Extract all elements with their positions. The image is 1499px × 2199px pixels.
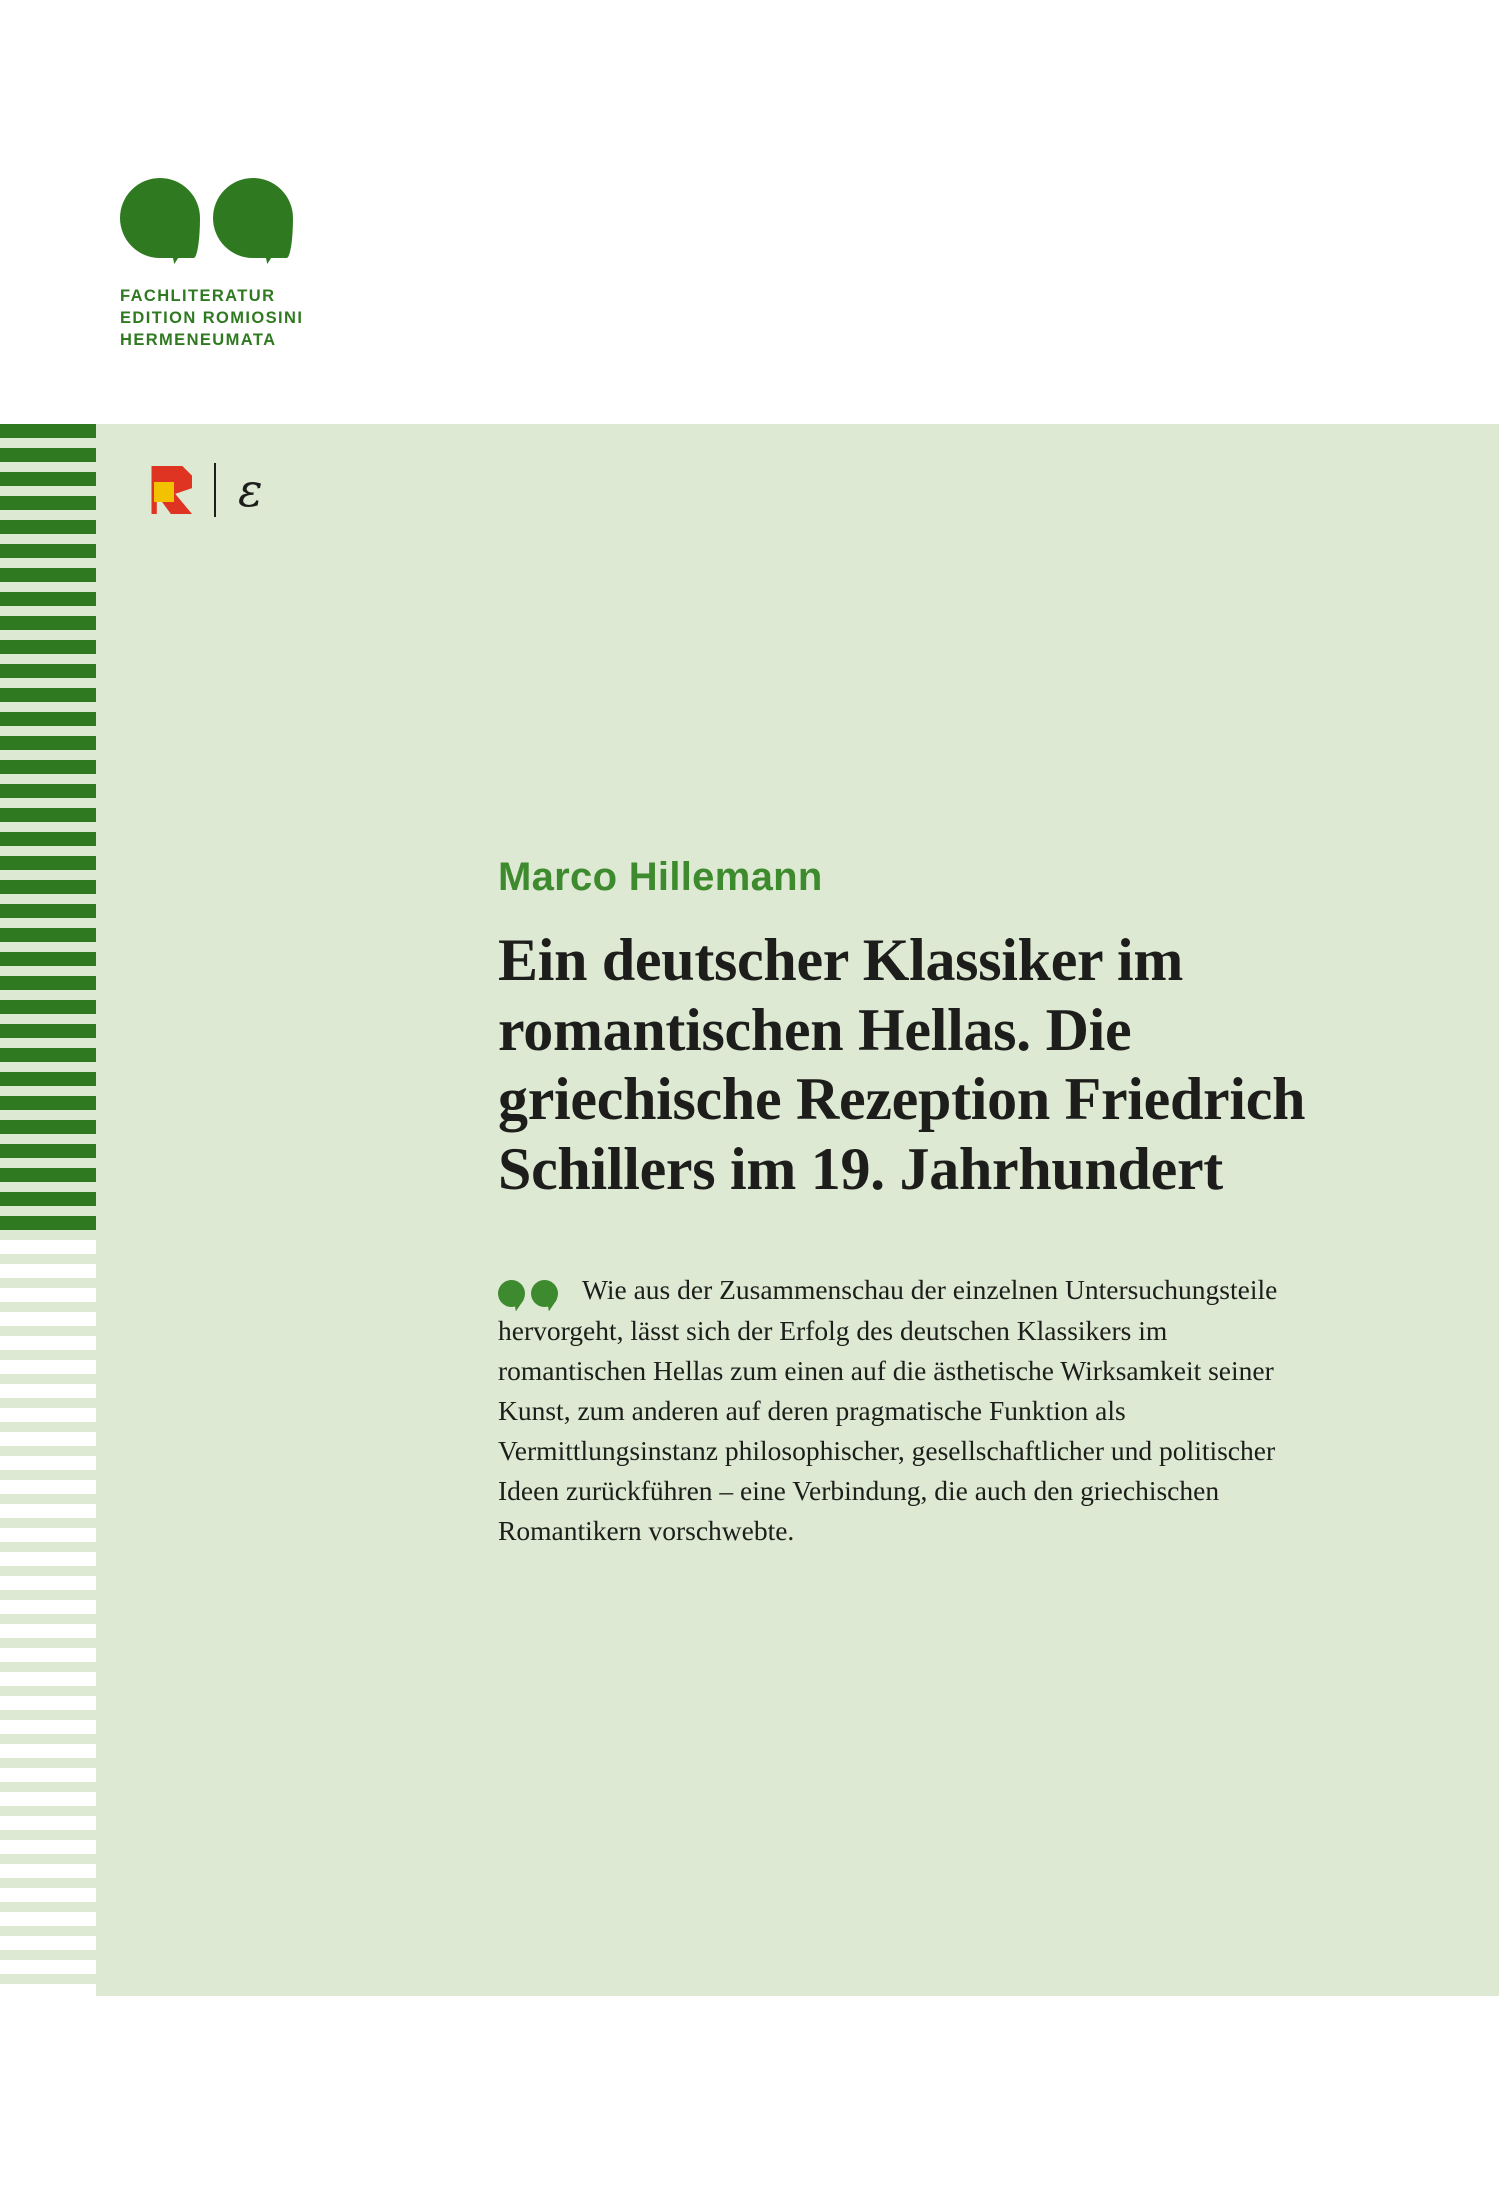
stripe [0,1384,96,1398]
stripe [0,1336,96,1350]
stripe [0,1624,96,1638]
stripe [0,1456,96,1470]
stripe [0,688,96,702]
stripe [0,1600,96,1614]
stripe [0,1288,96,1302]
epsilon-mark: ε [238,463,263,517]
stripe [0,616,96,630]
stripe [0,1960,96,1974]
imprint-line-2: EDITION ROMIOSINI [120,308,304,327]
stripe [0,736,96,750]
stripe [0,1048,96,1062]
cover-content [498,855,1313,1551]
stripe [0,1648,96,1662]
stripe [0,1216,96,1230]
blurb-block [498,1270,1313,1551]
stripe [0,1912,96,1926]
stripe [0,1888,96,1902]
stripe [0,976,96,990]
stripe [0,1672,96,1686]
stripe [0,1480,96,1494]
stripe [0,1240,96,1254]
stripe [0,928,96,942]
stripe [0,1936,96,1950]
publisher-logo [120,178,350,351]
stripe [0,1768,96,1782]
stripe [0,1072,96,1086]
blurb-text: Wie aus der Zusammenschau der einzelnen Untersuchungsteile hervorgeht, lässt sich der Erfolg des deutschen Klassikers im romantischen Hellas zum einen auf die ästhetische Wirksamkeit seiner Kunst, zum anderen auf deren pragmatische Funktion als Vermittlungsinstanz philosophischer, gesellschaftlicher und politischer Ideen zurückführen – eine Verbindung, die auch den griechischen Romantikern vorschwebte. [498,1274,1278,1547]
stripe [0,952,96,966]
stripe [0,1000,96,1014]
stripe [0,544,96,558]
stripe [0,640,96,654]
stripe [0,1096,96,1110]
imprint-line-3: HERMENEUMATA [120,330,277,349]
page-title: Ein deutscher Klassiker im romantischen Hellas. Die griechische Rezeption Friedrich Schillers im 19. Jahrhundert [498,927,1306,1202]
stripe [0,496,96,510]
quotation-marks-icon [120,178,295,278]
stripe [0,760,96,774]
stripe [0,1024,96,1038]
stripe [0,1792,96,1806]
stripe [0,856,96,870]
stripe [0,1984,96,1996]
stripe [0,472,96,486]
stripe [0,1528,96,1542]
stripe [0,520,96,534]
stripe [0,880,96,894]
stripe [0,424,96,438]
publisher-imprint-lines [120,286,350,351]
stripe [0,904,96,918]
stripe [0,568,96,582]
romiosini-r-icon [148,466,192,514]
stripe [0,1312,96,1326]
stripe [0,1864,96,1878]
stripe [0,712,96,726]
stripe [0,1576,96,1590]
stripe [0,1264,96,1278]
imprint-line-1: FACHLITERATUR [120,287,276,305]
stripe [0,1192,96,1206]
stripe [0,784,96,798]
stripe [0,1552,96,1566]
stripe [0,832,96,846]
quotation-marks-icon [498,1280,564,1314]
stripe [0,808,96,822]
brand-divider [214,463,216,517]
stripe-ribbon [0,424,96,1996]
stripe [0,1720,96,1734]
brand-marks [148,455,263,525]
stripe [0,1432,96,1446]
stripe [0,1696,96,1710]
stripe [0,664,96,678]
stripe [0,448,96,462]
stripe [0,1408,96,1422]
stripe [0,592,96,606]
stripe [0,1504,96,1518]
stripe [0,1816,96,1830]
stripe [0,1840,96,1854]
stripe [0,1360,96,1374]
stripe [0,1168,96,1182]
stripe [0,1744,96,1758]
stripe [0,1144,96,1158]
author-name: Marco Hillemann [498,855,823,899]
stripe [0,1120,96,1134]
